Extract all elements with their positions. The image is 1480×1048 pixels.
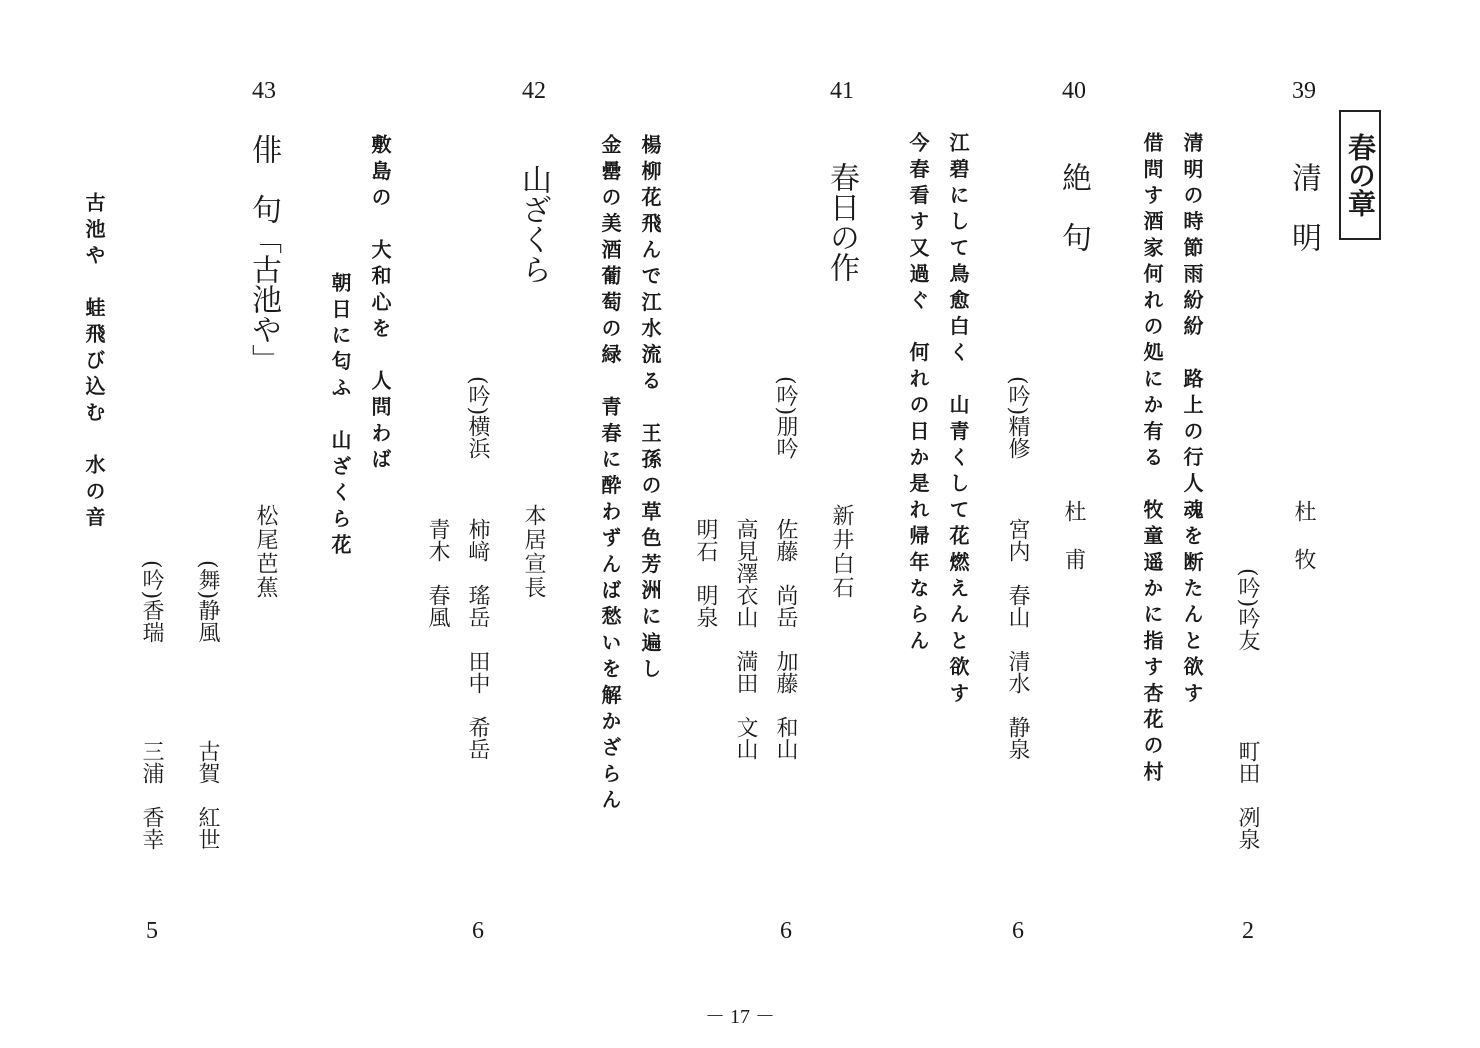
performer-count: 6 <box>472 918 484 944</box>
performer-role: (吟)横浜 <box>465 376 490 460</box>
entry-title: 春日の作 <box>824 162 859 282</box>
entry-title: 俳 句「古池や」 <box>246 134 281 374</box>
performer-names: 明石 明泉 <box>693 518 718 628</box>
poem-line: 敷島の 大和心を 人問わば <box>368 134 392 475</box>
poem-line: 古池や 蛙飛び込む 水の音 <box>82 192 106 533</box>
performer-names: 青木 春風 <box>425 518 450 628</box>
poem-line: 金罍の美酒葡萄の緑 青春に酔わずんば愁いを解かざらん <box>598 134 622 816</box>
entry-title: 山ざくら <box>516 164 551 284</box>
performer-role: (吟)香瑞 <box>139 560 164 644</box>
entry-author: 本居宣長 <box>521 504 546 600</box>
entry-number: 40 <box>1062 78 1086 104</box>
poem-line: 朝日に匂ふ 山ざくら花 <box>328 272 352 561</box>
poem-line: 清明の時節雨紛紛 路上の行人魂を断たんと欲す <box>1180 132 1204 709</box>
performer-role: (舞)静風 <box>195 560 220 644</box>
entry-author: 新井白石 <box>829 504 854 600</box>
performer-names: 町田 冽泉 <box>1235 740 1260 850</box>
page-number: － 17 － <box>705 1006 775 1028</box>
performer-count: 2 <box>1242 918 1254 944</box>
entry-author: 杜 牧 <box>1291 500 1316 572</box>
entry-number: 43 <box>252 78 276 104</box>
chapter-heading: 春の章 <box>1339 110 1381 240</box>
performer-count: 6 <box>1012 918 1024 944</box>
entry-author: 杜 甫 <box>1061 500 1086 572</box>
poem-line: 楊柳花飛んで江水流る 王孫の草色芳洲に遍し <box>638 134 662 685</box>
entry-number: 41 <box>830 78 854 104</box>
entry-number: 42 <box>522 78 546 104</box>
performer-count: 5 <box>146 918 158 944</box>
performer-names: 宮内 春山 清水 静泉 <box>1005 518 1030 760</box>
entry-author: 松尾芭蕉 <box>253 504 278 600</box>
performer-names: 三浦 香幸 <box>139 740 164 850</box>
performer-count: 6 <box>780 918 792 944</box>
performer-role: (吟)吟友 <box>1235 568 1260 652</box>
entry-number: 39 <box>1292 78 1316 104</box>
performer-names: 高見澤衣山 満田 文山 <box>733 518 758 760</box>
performer-names: 古賀 紅世 <box>195 740 220 850</box>
performer-names: 佐藤 尚岳 加藤 和山 <box>773 518 798 760</box>
entry-title: 清 明 <box>1286 162 1321 252</box>
poem-line: 江碧にして鳥愈白く 山青くして花燃えんと欲す <box>946 132 970 709</box>
poem-line: 借問す酒家何れの処にか有る 牧童遥かに指す杏花の村 <box>1140 132 1164 787</box>
entry-title: 絶 句 <box>1056 162 1091 252</box>
poem-line: 今春看す又過ぐ 何れの日か是れ帰年ならん <box>906 132 930 656</box>
performer-role: (吟)精修 <box>1005 376 1030 460</box>
performer-names: 柿﨑 瑤岳 田中 希岳 <box>465 518 490 760</box>
performer-role: (吟)朋吟 <box>773 376 798 460</box>
